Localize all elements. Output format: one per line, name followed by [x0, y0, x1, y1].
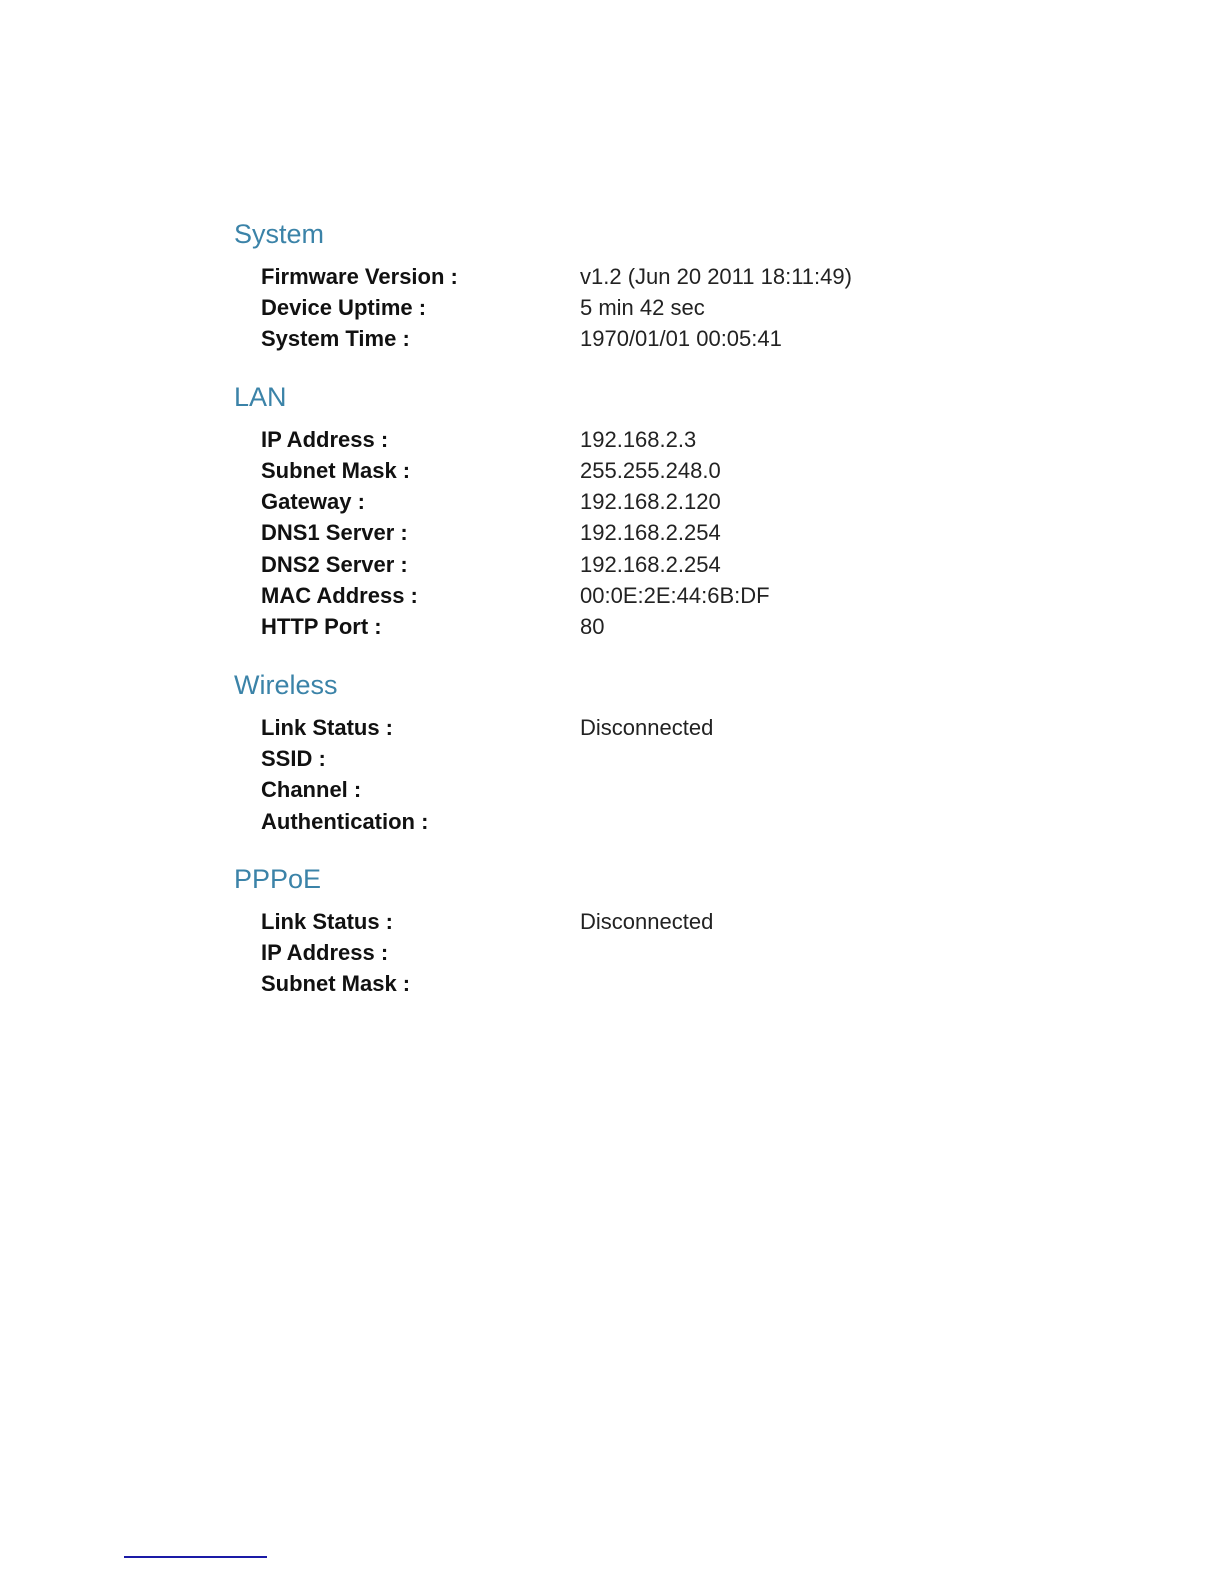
wireless-channel-label: Channel :: [261, 777, 362, 803]
lan-dns2-server-label: DNS2 Server :: [261, 551, 408, 577]
lan-http-port-value: 80: [580, 614, 605, 640]
pppoe-subnet-mask-row: [261, 969, 994, 1000]
lan-mac-address-value: 00:0E:2E:44:6B:DF: [580, 583, 770, 609]
pppoe-ip-address-label: IP Address :: [261, 940, 389, 966]
pppoe-section-title: PPPoE: [234, 864, 322, 895]
device-uptime-value: 5 min 42 sec: [580, 294, 705, 320]
device-uptime-label: Device Uptime :: [261, 294, 427, 320]
status-page: [234, 218, 994, 1000]
wireless-authentication-row: [261, 806, 994, 837]
wireless-info-list: [234, 712, 994, 837]
lan-dns1-server-row: [261, 518, 994, 549]
firmware-version-label: Firmware Version :: [261, 263, 458, 289]
lan-gateway-label: Gateway :: [261, 489, 365, 515]
firmware-version-row: [261, 261, 994, 292]
lan-dns2-server-row: [261, 549, 994, 580]
system-info-list: [234, 261, 994, 355]
device-uptime-row: [261, 292, 994, 323]
wireless-section-title: Wireless: [234, 669, 338, 700]
lan-http-port-row: [261, 612, 994, 643]
lan-section-title: LAN: [234, 381, 287, 412]
wireless-ssid-row: [261, 743, 994, 774]
footnote-divider: [124, 1556, 267, 1558]
lan-subnet-mask-label: Subnet Mask :: [261, 457, 411, 483]
firmware-version-value: v1.2 (Jun 20 2011 18:11:49): [580, 263, 852, 289]
pppoe-info-list: [234, 906, 994, 1000]
lan-gateway-row: [261, 486, 994, 517]
wireless-link-status-label: Link Status :: [261, 714, 394, 740]
lan-subnet-mask-value: 255.255.248.0: [580, 457, 721, 483]
lan-section: [234, 381, 994, 643]
lan-info-list: [234, 424, 994, 643]
wireless-link-status-value: Disconnected: [580, 714, 714, 740]
lan-gateway-value: 192.168.2.120: [580, 489, 721, 515]
wireless-authentication-label: Authentication :: [261, 808, 429, 834]
lan-mac-address-label: MAC Address :: [261, 583, 418, 609]
lan-http-port-label: HTTP Port :: [261, 614, 382, 640]
wireless-channel-row: [261, 775, 994, 806]
lan-ip-address-value: 192.168.2.3: [580, 426, 697, 452]
system-section: [234, 218, 994, 355]
wireless-ssid-label: SSID :: [261, 745, 326, 771]
system-time-row: [261, 324, 994, 355]
lan-mac-address-row: [261, 580, 994, 611]
pppoe-link-status-label: Link Status :: [261, 908, 394, 934]
lan-ip-address-row: [261, 424, 994, 455]
system-section-title: System: [234, 219, 325, 249]
wireless-link-status-row: [261, 712, 994, 743]
lan-dns1-server-value: 192.168.2.254: [580, 520, 721, 546]
lan-dns2-server-value: 192.168.2.254: [580, 551, 721, 577]
lan-ip-address-label: IP Address :: [261, 426, 389, 452]
pppoe-section: [234, 863, 994, 1000]
pppoe-link-status-value: Disconnected: [580, 908, 714, 934]
system-time-label: System Time :: [261, 326, 410, 352]
lan-dns1-server-label: DNS1 Server :: [261, 520, 408, 546]
pppoe-ip-address-row: [261, 937, 994, 968]
wireless-section: [234, 669, 994, 837]
pppoe-link-status-row: [261, 906, 994, 937]
pppoe-subnet-mask-label: Subnet Mask :: [261, 971, 411, 997]
system-time-value: 1970/01/01 00:05:41: [580, 326, 782, 352]
lan-subnet-mask-row: [261, 455, 994, 486]
